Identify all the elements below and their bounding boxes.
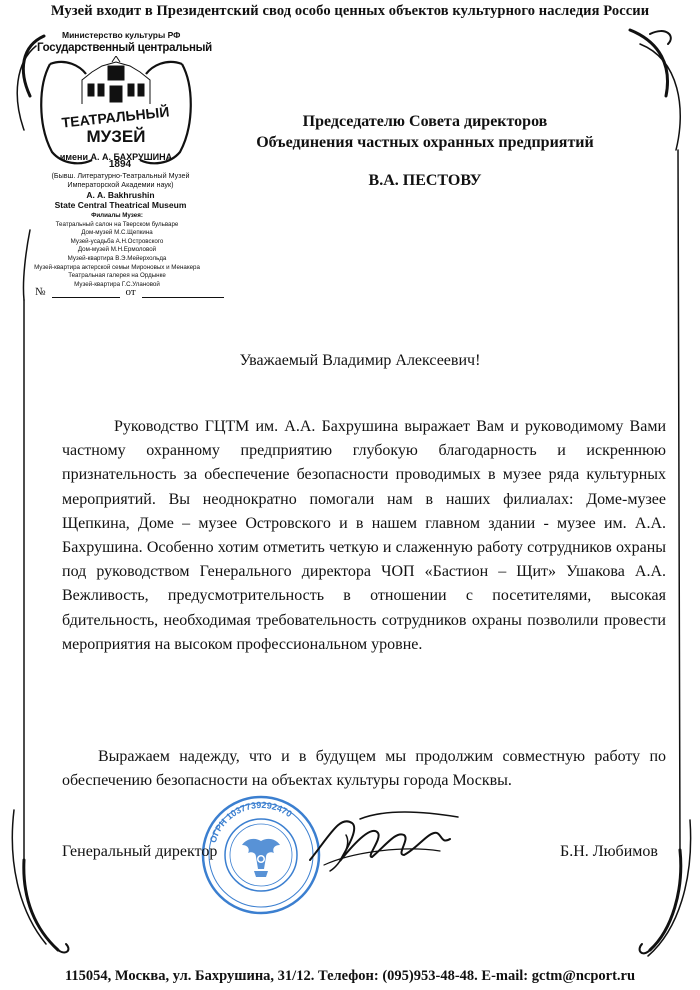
branch-item: Музей-квартира Г.С.Улановой — [74, 280, 160, 288]
branch-item: Музей-усадьба А.Н.Островского — [70, 237, 164, 245]
english-name-line-2: State Central Theatrical Museum — [54, 200, 187, 210]
addressee-line-1: Председателю Совета директоров — [302, 113, 548, 130]
addressee-block — [200, 111, 650, 153]
date-label: от — [125, 286, 136, 298]
branch-item: Дом-музей М.С.Щепкина — [81, 229, 153, 237]
logo-text-theatrical: ТЕАТРАЛЬНЫЙ — [60, 103, 171, 131]
founding-year: 1894 — [108, 159, 132, 170]
branches-heading: Филиалы Музея: — [91, 212, 143, 219]
registration-line — [35, 286, 224, 298]
english-name — [38, 190, 203, 210]
logo-text-name: имени А. А. БАХРУШИНА — [59, 152, 173, 162]
stamp-ogrn: ОГРН 1037739292470 — [207, 799, 294, 844]
museum-logo — [36, 56, 196, 168]
branch-item: Дом-музей М.Н.Ермоловой — [77, 246, 157, 254]
addressee-line-2: Объединения частных охранных предприятий — [256, 134, 594, 151]
addressee-name: В.А. ПЕСТОВУ — [368, 172, 482, 189]
museum-status-header: Музей входит в Президентский свод особо ценных объектов культурного наследия России — [50, 3, 650, 19]
svg-text:ОГРН 1037739292470 — [208, 800, 294, 844]
greeting: Уважаемый Владимир Алексеевич! — [239, 352, 481, 369]
branch-item: Театральный салон на Тверском бульваре — [55, 220, 179, 228]
branches-list — [12, 212, 222, 289]
former-name: (Бывш. Литературно-Театральный Музей Императорской Академии наук) — [51, 171, 190, 189]
number-label: № — [35, 286, 46, 298]
number-blank — [52, 287, 120, 298]
branch-item: Музей-квартира актерской семьи Мироновых и Менакера — [34, 263, 200, 271]
ministry-name: Министерство культуры РФ — [62, 30, 181, 40]
branch-item: Музей-квартира В.Э.Мейерхольда — [67, 254, 167, 262]
signatory-name: Б.Н. Любимов — [560, 843, 658, 860]
body-paragraph-2: Выражаем надежду, что и в будущем мы продолжим совместную работу по обеспечению безопасности на объектах культуры города Москвы. — [62, 748, 666, 790]
logo-text-museum: МУЗЕЙ — [86, 127, 146, 146]
english-name-line-1: A. A. Bakhrushin — [86, 190, 155, 200]
body-paragraph-1: Руководство ГЦТМ им. А.А. Бахрушина выражает Вам и руководимому Вами частному охранному предприятию глубокую благодарность и искреннюю признательность за обеспечение безопасности проводимых в музее ряда культурных мероприятий. Вы неоднократно помогали нам в наших филиалах: Доме-музее Щепкина, Доме – музее Островского и в нашем главном здании - музее им. А.А. Бахрушина. Особенно хотим отметить четкую и слаженную работу сотрудников охраны под руководством Генерального директора ЧОП «Бастион – Щит» Ушакова А.А. Вежливость, предусмотрительность в отношении с посетителями, высокая бдительность, необходимая требовательность сотрудников охраны позволили провести мероприятия на высоком профессиональном уровне. — [62, 418, 666, 653]
footer-address: 115054, Москва, ул. Бахрушина, 31/12. Телефон: (095)953-48-48. E-mail: gctm@ncport.ru — [64, 968, 636, 984]
branch-item: Театральная галерея на Ордынке — [68, 272, 166, 280]
signatory-title: Генеральный директор — [62, 843, 218, 860]
handwritten-signature — [300, 805, 470, 880]
date-blank — [142, 287, 224, 298]
eagle-emblem-icon — [242, 839, 280, 877]
museum-name: Государственный центральный — [37, 42, 212, 54]
